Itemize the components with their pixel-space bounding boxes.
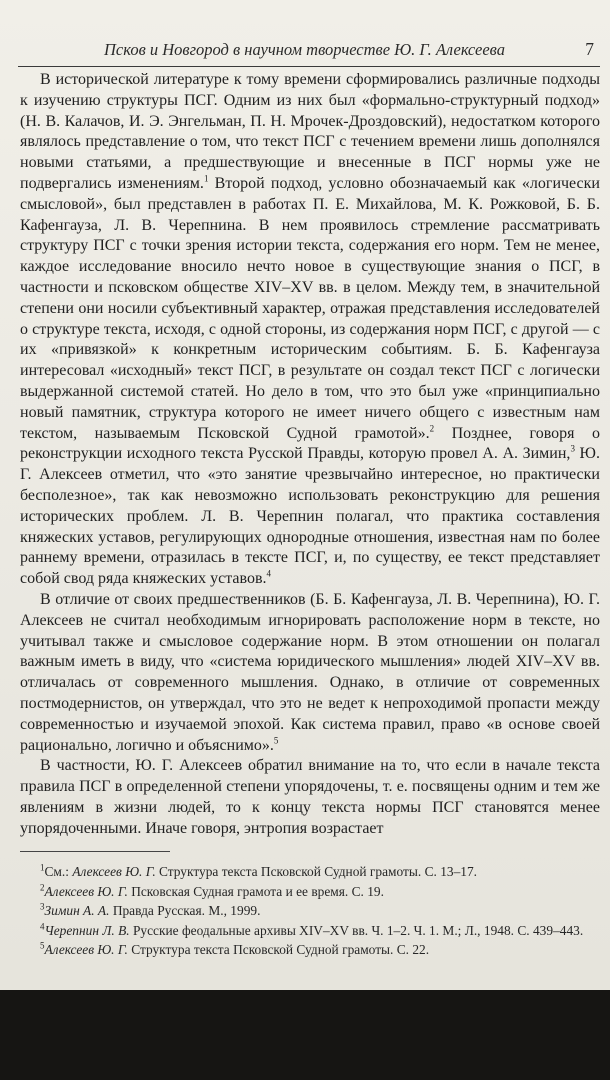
footnote-ref: 1 (203, 173, 209, 184)
footnote-text: Правда Русская. М., 1999. (109, 903, 261, 919)
footnote-divider (20, 851, 170, 852)
footnote-author: Алексеев Ю. Г. (44, 883, 128, 899)
footnote-author: Зимин А. А. (44, 903, 110, 919)
paragraph (20, 756, 600, 839)
paragraph (20, 70, 600, 590)
footnote-text: Русские феодальные архивы XIV–XV вв. Ч. 1–2. Ч. 1. М.; Л., 1948. С. 439–443. (129, 922, 584, 938)
running-header (18, 36, 600, 67)
footnote-author: Алексеев Ю. Г. (44, 942, 128, 958)
text-run: В отличие от своих предшественников (Б. Б. Кафенгауза, Л. В. Черепнина), Ю. Г. Алексеев не считал необходимым игнорировать расположение норм в тексте, но учитывал также и смысловое содержание норм. В этом отношении он полагал важным иметь в виду, что «система юридического мышления» людей XIV–XV вв. отличалась от современного мышления. Однако, в отличие от современных постмодернистов, он утверждал, что это не ведет к непроходимой пропасти между современностью и изучаемой эпохой. Как система правил, право «в основе своей рационально, логично и объяснимо». (20, 590, 600, 754)
footnotes (20, 862, 600, 960)
footnote-ref: 4 (266, 568, 271, 579)
footnote-number: 2 (40, 882, 45, 893)
footnote (20, 901, 600, 921)
footnote-prefix: См.: (44, 864, 73, 879)
page-number: 7 (585, 39, 594, 59)
main-text (20, 70, 600, 839)
text-run: В исторической литературе к тому времени сформировались различные подходы к изучению структуры ПСГ. Одним из них был «формально-структурный подход» (Н. В. Калачов, И. Э. Энгельман, П. Н. Мрочек-Дроздовский), недостатком которого являлось представление о том, что текст ПСГ с течением времени лишь дополнялся новыми статьями, а предшествующие и внесенные в ПСГ нормы уже не подвергались изменениям. (20, 71, 600, 192)
footnote-text: Структура текста Псковской Судной грамоты. С. 22. (127, 942, 430, 958)
background-surface (0, 990, 610, 1080)
footnote-text: Структура текста Псковской Судной грамоты. С. 13–17. (155, 864, 478, 879)
footnote-author: Алексеев Ю. Г. (72, 864, 156, 879)
text-run: В частности, Ю. Г. Алексеев обратил внимание на то, что если в начале текста правила ПСГ в определенной степени упорядочены, т. е. посвящены одним и тем же явлениям в жизни людей, то к концу текста нормы ПСГ становятся менее упорядоченными. Иначе говоря, энтропия возрастает (20, 757, 600, 837)
footnote (20, 862, 600, 882)
footnote (20, 940, 600, 960)
footnote-text: Псковская Судная грамота и ее время. С. 19. (127, 883, 384, 899)
running-title: Псков и Новгород в научном творчестве Ю. Г. Алексеева (104, 40, 505, 59)
footnote-ref: 2 (429, 423, 435, 434)
footnote-ref: 5 (273, 735, 279, 746)
footnote-ref: 3 (570, 444, 575, 455)
text-run: Ю. Г. Алексеев отметил, что «это занятие чрезвычайно интересное, но практически бесполезное», так как невозможно использовать реконструкцию для решения исторических проблем. Л. В. Черепнин полагал, что практика составления княжеских уставов, регулирующих однородные отношения, известная нам по более раннему времени, отразилась в тексте ПСГ, и, по существу, ее текст представляет собой свод ряда княжеских уставов. (20, 445, 600, 588)
footnote-author: Черепнин Л. В. (44, 922, 130, 938)
footnote-number: 4 (40, 921, 45, 932)
footnote-number: 5 (40, 940, 45, 951)
paragraph (20, 590, 600, 756)
text-run: Позднее, говоря о реконструкции исходного текста Русской Правды, которую провел А. А. Зимин, (20, 424, 601, 463)
footnote (20, 921, 600, 941)
footnote-number: 3 (40, 901, 45, 912)
footnote-number: 1 (40, 862, 45, 873)
text-run: Второй подход, условно обозначаемый как «логически смысловой», был представлен в работах П. Е. Михайлова, М. К. Рожковой, Б. Б. Кафенгауза, Л. В. Черепнина. В нем проявилось стремление рассматривать структуру ПСГ с точки зрения истории текста, содержания его норм. Тем не менее, каждое исследование вносило нечто новое в существующие знания о ПСГ, в частности и псковском обществе XIV–XV вв. в целом. Между тем, в значительной степени они носили субъективный характер, отражая представления исследователей о структуре текста, исходя, с одной стороны, из содержания норм ПСГ, с другой — с их «привязкой» к конкретным историческим событиям. Б. Б. Кафенгауза интересовал «исходный» текст ПСГ, в результате он создал текст ПСГ с логически выдержанной системой статей. Но дело в том, что это был уже «принципиально новый памятник, структура которого не имеет ничего общего с известным нам текстом, называемым Псковской Судной грамотой». (20, 174, 600, 442)
footnote (20, 882, 600, 902)
